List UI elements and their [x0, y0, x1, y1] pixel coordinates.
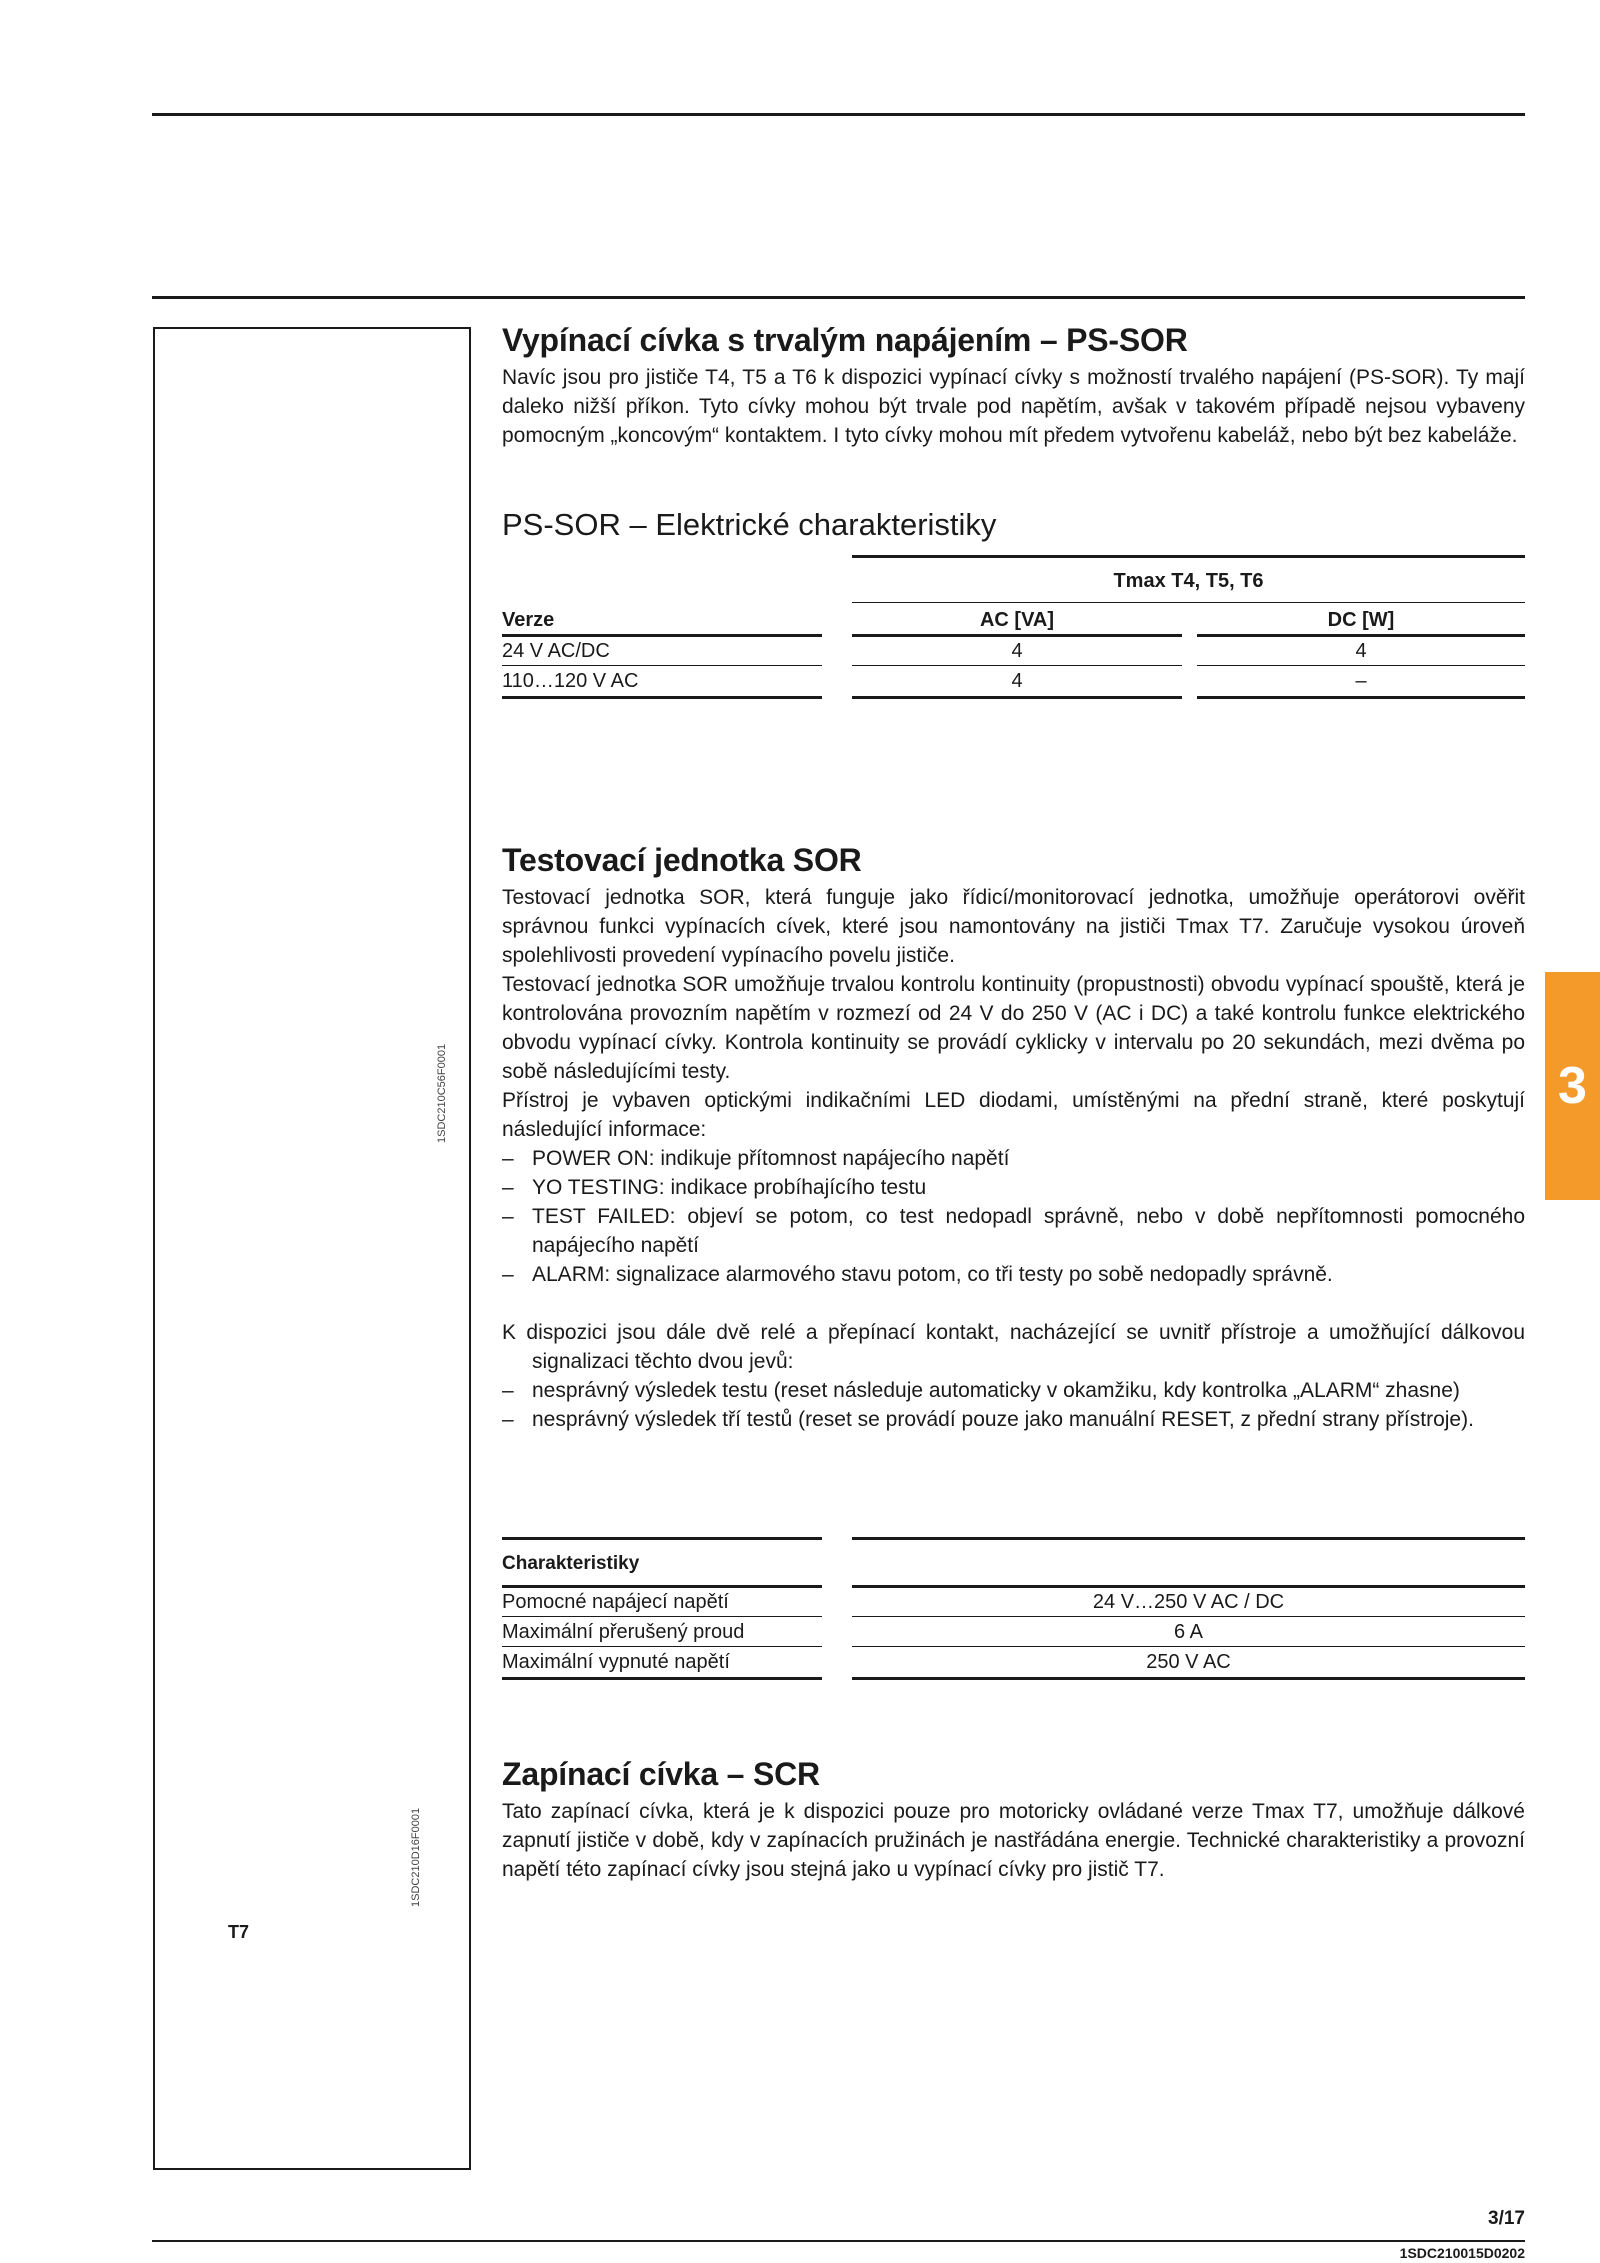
section-rule	[152, 296, 1525, 299]
list-item: – TEST FAILED: objeví se potom, co test nedopadl správně, nebo v době nepřítomnosti pomocného napájecího napětí	[502, 1202, 1525, 1260]
section-ps-sor	[502, 322, 1525, 450]
figure-label-t7: T7	[228, 1922, 250, 1942]
col-characteristics: Charakteristiky	[502, 1553, 640, 1574]
table-header-row	[502, 1549, 1525, 1579]
col-ac: AC [VA]	[979, 608, 1055, 631]
list-item: – nesprávný výsledek testu (reset následuje automaticky v okamžiku, kdy kontrolka „ALARM“ zhasne)	[502, 1376, 1525, 1405]
table-row	[502, 666, 1525, 696]
section-scr	[502, 1756, 1525, 1884]
cell-value: 6 A	[1174, 1620, 1203, 1643]
bottom-rule	[152, 2240, 1525, 2242]
table1-title-wrap	[502, 507, 1525, 543]
table-row	[502, 636, 1525, 666]
page-number: 3/17	[1488, 2208, 1525, 2229]
cell-version: 24 V AC/DC	[502, 639, 610, 662]
cell-value: 250 V AC	[1146, 1650, 1231, 1673]
cell-dc: 4	[1355, 639, 1367, 662]
ps-sor-table	[502, 555, 1525, 705]
paragraph: Testovací jednotka SOR, která funguje jako řídicí/monitorovací jednotka, umožňuje operátorovi ověřit správnou funkci vypínacích cívek, které jsou namontovány na jističi Tmax T7. Zaručuje vysokou úroveň spolehlivosti provedení vypínacího povelu jističe.	[502, 886, 1525, 967]
document-code: 1SDC210015D0202	[1399, 2245, 1525, 2261]
figure-code-2: 1SDC210D16F0001	[410, 1807, 422, 1907]
cell-label: Pomocné napájecí napětí	[502, 1590, 729, 1613]
led-list	[502, 1144, 1525, 1289]
table-row	[502, 1647, 1525, 1677]
col-dc: DC [W]	[1327, 608, 1395, 631]
figure-code-1: 1SDC210C56F0001	[436, 1043, 448, 1143]
top-rule	[152, 113, 1525, 116]
section-body: Navíc jsou pro jističe T4, T5 a T6 k dispozici vypínací cívky s možností trvalého napájení (PS-SOR). Ty mají daleko nižší příkon. Tyto cívky mohou být trvale pod napětím, avšak v takovém případě nejsou vybaveny pomocným „koncovým“ kontaktem. I tyto cívky mohou mít předem vytvořenu kabeláž, nebo být bez kabeláže.	[502, 366, 1525, 447]
table1-title: PS-SOR – Elektrické charakteristiky	[502, 507, 997, 542]
cell-ac: 4	[1011, 639, 1023, 662]
characteristics-table	[502, 1537, 1525, 1682]
cell-dc: –	[1355, 669, 1367, 692]
section-body: Tato zapínací cívka, která je k dispozici pouze pro motoricky ovládané verze Tmax T7, umožňuje dálkové zapnutí jističe v době, kdy v zapínacích pružinách je nastřádána energie. Technické charakteristiky a provozní napětí této zapínací cívky jsou stejná jako u vypínací cívky pro jistič T7.	[502, 1800, 1525, 1881]
relay-list	[502, 1376, 1525, 1434]
table-row	[502, 1587, 1525, 1617]
list-item: – nesprávný výsledek tří testů (reset se provádí pouze jako manuální RESET, z přední strany přístroje).	[502, 1405, 1525, 1434]
cell-label: Maximální vypnuté napětí	[502, 1650, 730, 1673]
col-version: Verze	[502, 608, 555, 631]
section-title: Testovací jednotka SOR	[502, 842, 862, 878]
cell-value: 24 V…250 V AC / DC	[1092, 1590, 1285, 1613]
list-item: – POWER ON: indikuje přítomnost napájecího napětí	[502, 1144, 1525, 1173]
cell-version: 110…120 V AC	[502, 669, 639, 692]
section-title: Zapínací cívka – SCR	[502, 1756, 820, 1792]
chapter-number: 3	[1558, 1057, 1587, 1115]
cell-ac: 4	[1011, 669, 1023, 692]
paragraph: Přístroj je vybaven optickými indikačními LED diodami, umístěnými na přední straně, které poskytují následující informace:	[502, 1089, 1525, 1141]
paragraph: K dispozici jsou dále dvě relé a přepínací kontakt, nacházející se uvnitř přístroje a umožňující dálkovou signalizaci těchto dvou jevů:	[502, 1321, 1525, 1373]
figure-frame	[153, 327, 471, 2170]
group-header: Tmax T4, T5, T6	[1113, 569, 1264, 592]
list-item: – YO TESTING: indikace probíhajícího testu	[502, 1173, 1525, 1202]
cell-label: Maximální přerušený proud	[502, 1620, 745, 1643]
list-item: – ALARM: signalizace alarmového stavu potom, co tři testy po sobě nedopadly správně.	[502, 1260, 1525, 1289]
section-sor-test-unit	[502, 842, 1525, 1434]
table-header-row	[502, 605, 1525, 635]
table-row	[502, 1617, 1525, 1647]
paragraph: Testovací jednotka SOR umožňuje trvalou kontrolu kontinuity (propustnosti) obvodu vypínací spouště, která je kontrolována provozním napětím v rozmezí od 24 V do 250 V (AC i DC) a také kontrolu funkce elektrického obvodu vypínací cívky. Kontrola kontinuity se provádí cyklicky v intervalu po 20 sekundách, mezi dvěma po sobě následujícími testy.	[502, 973, 1525, 1083]
chapter-tab	[1545, 972, 1600, 1200]
table-group-header-row	[502, 566, 1525, 596]
section-title: Vypínací cívka s trvalým napájením – PS-SOR	[502, 322, 1188, 358]
